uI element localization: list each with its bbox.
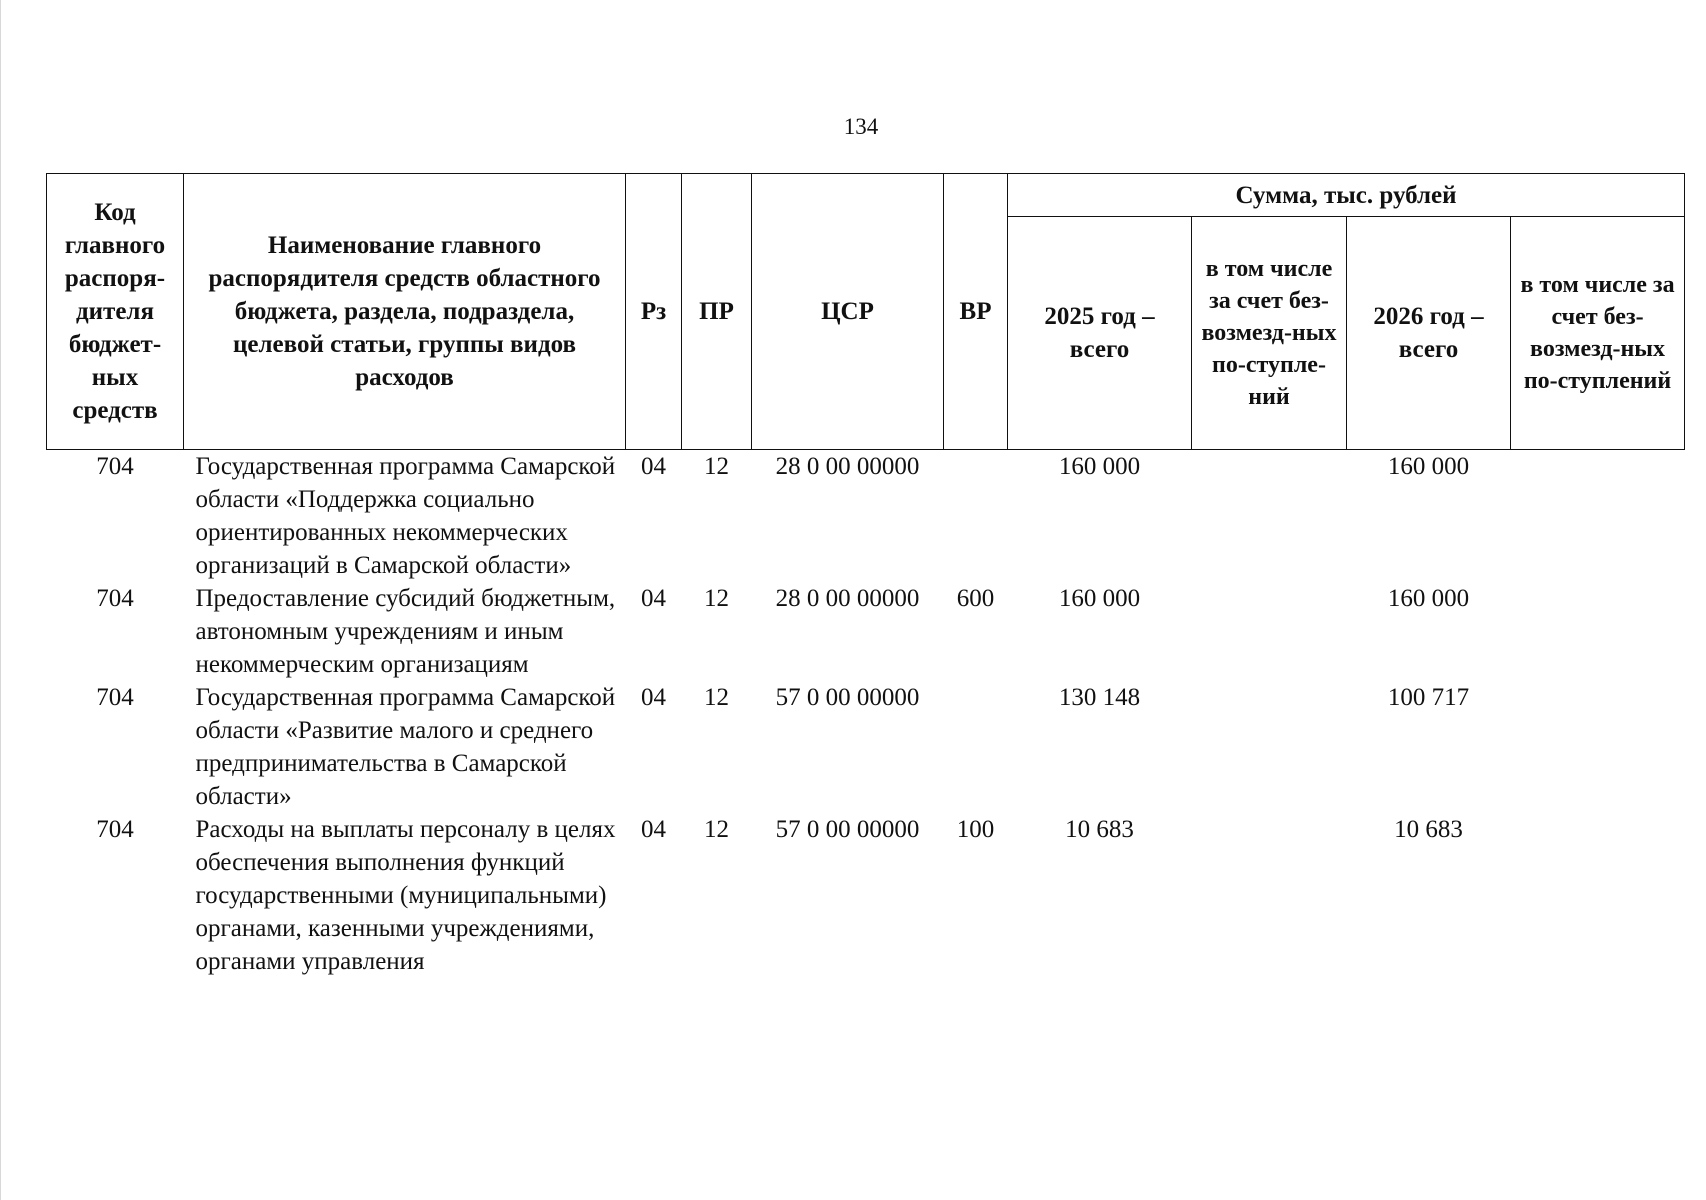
cell-2025-grant [1192,582,1347,681]
cell-2025-grant [1192,681,1347,813]
cell-2025-total: 160 000 [1058,453,1141,480]
table-row [47,681,1685,813]
header-2025-total: 2025 год – всего [1008,217,1192,450]
table-header [47,174,1685,450]
header-code: Код главного распоря-дителя бюджет-ных средств [47,174,184,450]
cell-name: Государственная программа Самарской области «Развитие малого и среднего предпринимательства в Самарской области» [195,684,616,810]
cell-2025-grant [1192,450,1347,583]
cell-rz: 04 [641,684,666,711]
cell-2026-grant [1511,813,1685,978]
cell-name: Предоставление субсидий бюджетным, автономным учреждениям и иным некоммерческим организациям [195,585,616,678]
cell-2025-grant [1192,813,1347,978]
header-csr: ЦСР [752,174,944,450]
cell-2026-grant [1511,681,1685,813]
cell-vr: 100 [956,816,995,843]
header-vr: ВР [944,174,1008,450]
budget-table [46,173,1685,978]
cell-csr: 57 0 00 00000 [775,684,920,711]
table-row [47,450,1685,583]
header-2026-grant: в том числе за счет без-возмезд-ных по-ступлений [1511,217,1685,450]
table-row [47,582,1685,681]
cell-vr [944,681,1008,813]
cell-pr: 12 [704,585,729,612]
cell-csr: 28 0 00 00000 [775,453,920,480]
cell-2026-grant [1511,450,1685,583]
cell-2025-total: 160 000 [1058,585,1141,612]
cell-2025-total: 130 148 [1058,684,1141,711]
cell-rz: 04 [641,453,666,480]
cell-code: 704 [96,585,134,612]
cell-code: 704 [96,453,134,480]
cell-pr: 12 [704,453,729,480]
table-row [47,813,1685,978]
cell-2026-grant [1511,582,1685,681]
cell-csr: 28 0 00 00000 [775,585,920,612]
header-pr: ПР [682,174,752,450]
cell-name: Государственная программа Самарской области «Поддержка социально ориентированных некоммерческих организаций в Самарской области» [195,453,616,579]
cell-2026-total: 10 683 [1394,816,1463,843]
cell-2026-total: 160 000 [1387,585,1470,612]
cell-code: 704 [96,816,134,843]
cell-rz: 04 [641,585,666,612]
header-name: Наименование главного распорядителя средств областного бюджета, раздела, подраздела, целевой статьи, группы видов расходов [184,174,626,450]
table-body [47,450,1685,979]
cell-name: Расходы на выплаты персоналу в целях обеспечения выполнения функций государственными (муниципальными) органами, казенными учреждениями, органами управления [195,816,616,975]
header-sum-group: Сумма, тыс. рублей [1008,174,1685,217]
cell-vr [944,450,1008,583]
cell-vr: 600 [956,585,995,612]
page-edge-line [0,0,1,1200]
cell-pr: 12 [704,684,729,711]
header-rz: Рз [626,174,682,450]
page-number: 134 [843,114,879,139]
cell-2025-total: 10 683 [1065,816,1134,843]
cell-2026-total: 100 717 [1387,684,1470,711]
cell-rz: 04 [641,816,666,843]
cell-csr: 57 0 00 00000 [775,816,920,843]
header-2025-grant: в том числе за счет без-возмезд-ных по-ступле-ний [1192,217,1347,450]
header-2026-total: 2026 год – всего [1347,217,1511,450]
cell-pr: 12 [704,816,729,843]
cell-code: 704 [96,684,134,711]
cell-2026-total: 160 000 [1387,453,1470,480]
